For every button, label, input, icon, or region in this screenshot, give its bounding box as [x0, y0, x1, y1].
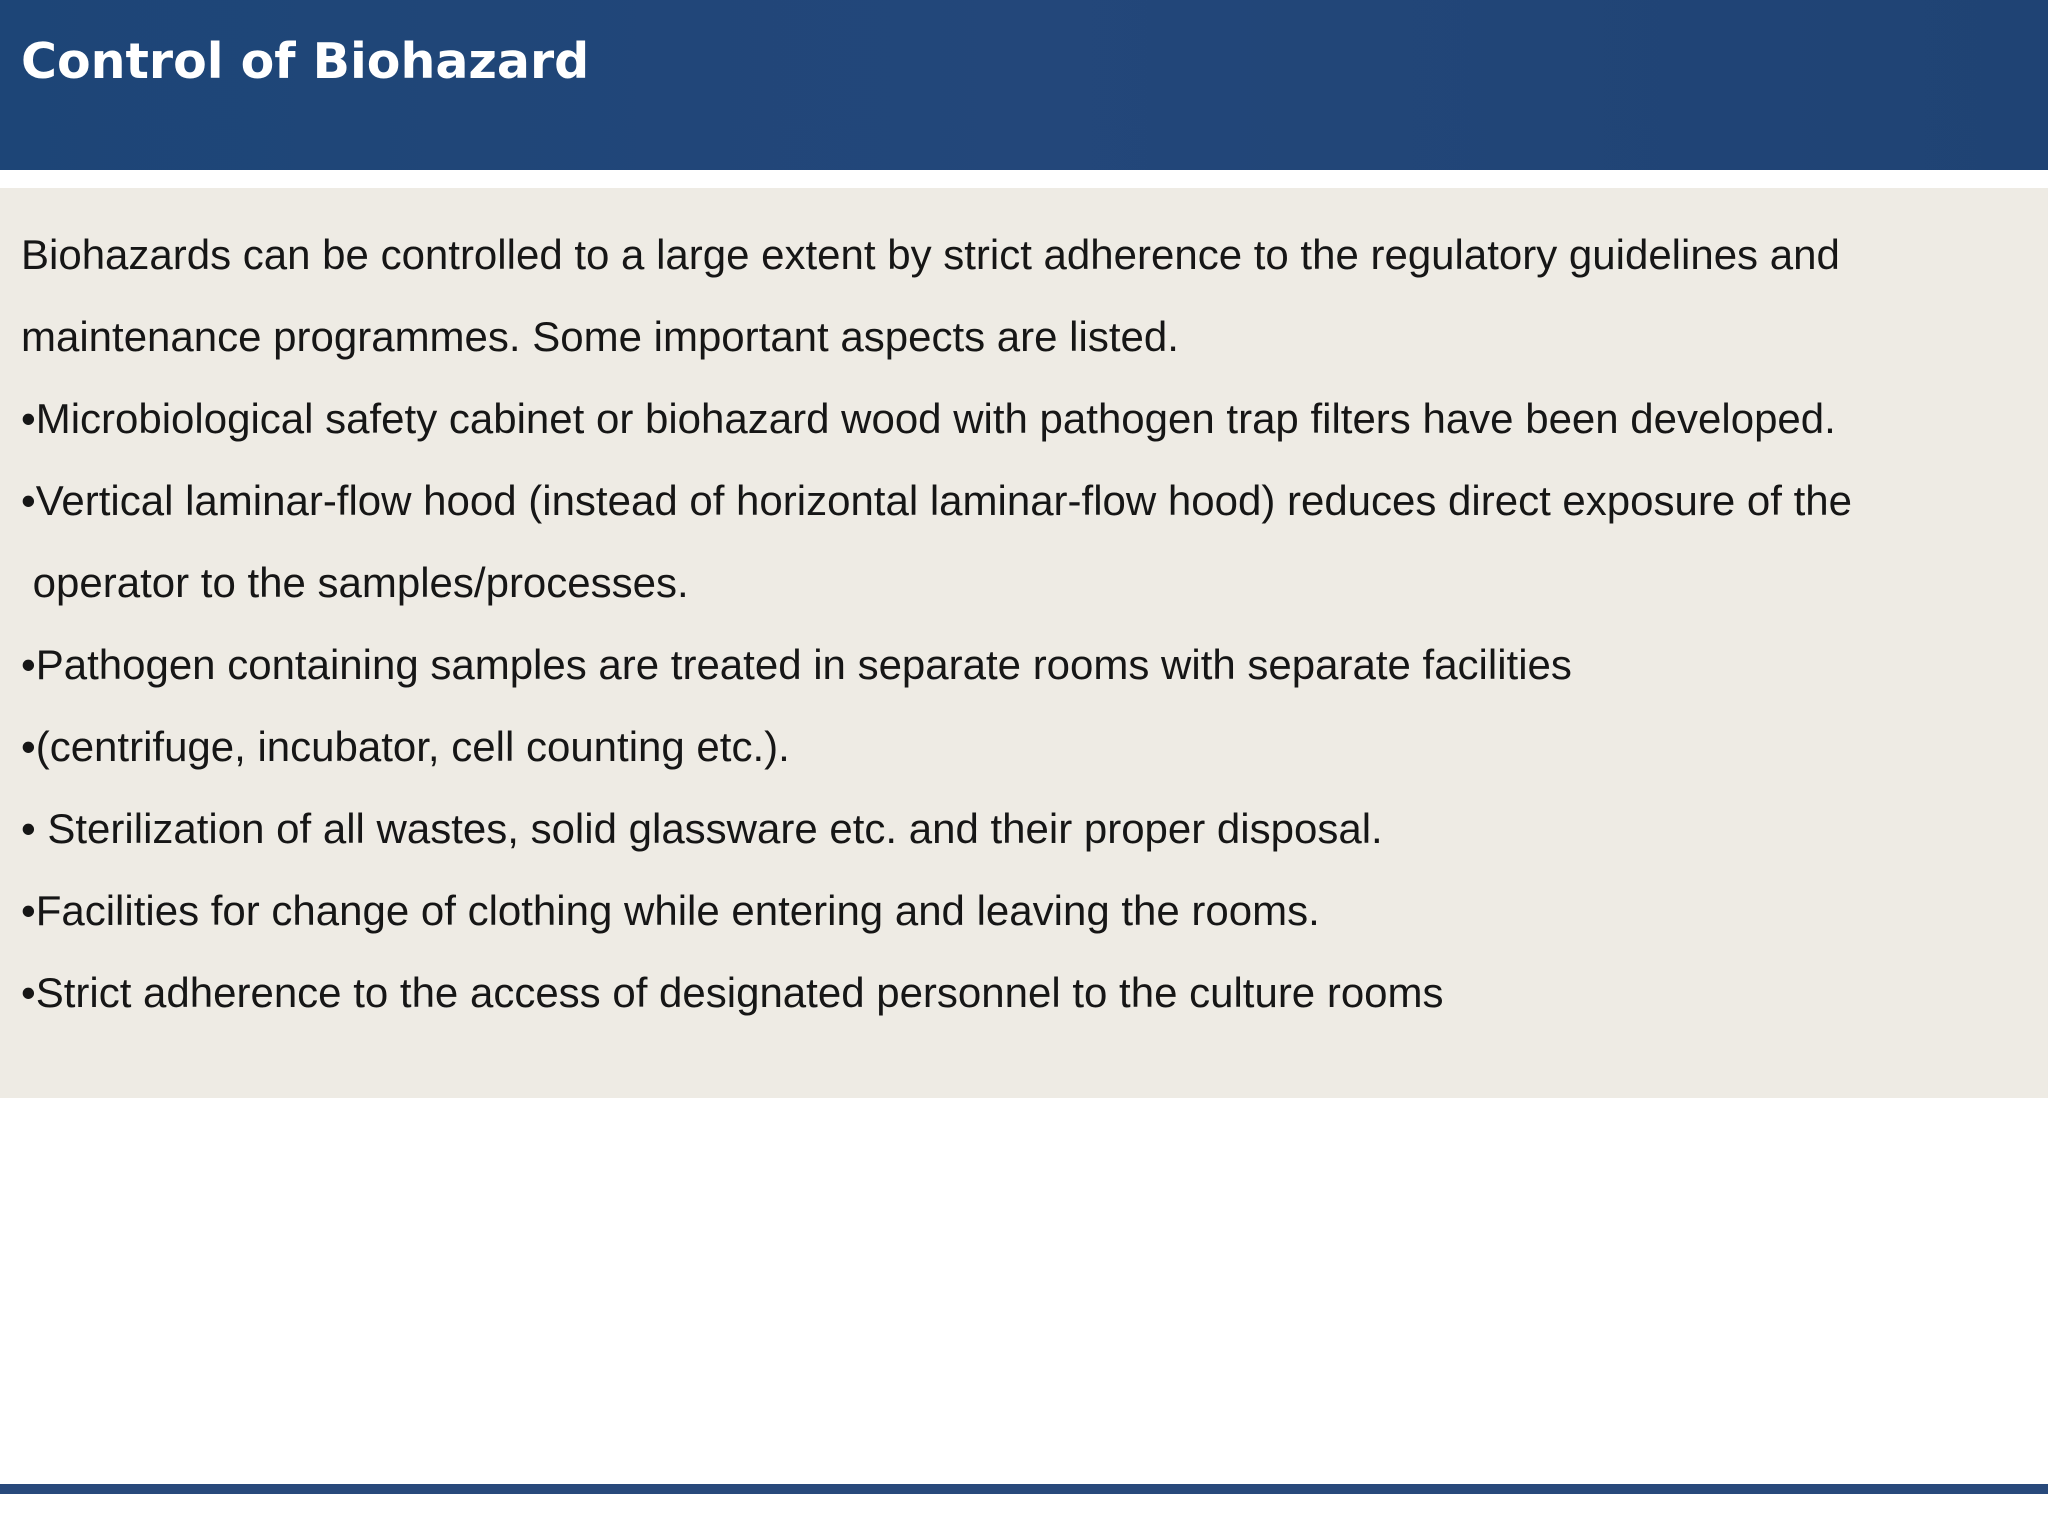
bullet-item: •(centrifuge, incubator, cell counting etc.). [21, 723, 790, 770]
bullet-item: •Vertical laminar-flow hood (instead of horizontal laminar-flow hood) reduces direct exposure of the [21, 477, 1852, 524]
text-line: maintenance programmes. Some important aspects are listed. [21, 313, 1179, 360]
bullet-item: •Microbiological safety cabinet or biohazard wood with pathogen trap filters have been developed. [21, 395, 1836, 442]
slide-title: Control of Biohazard [21, 33, 590, 90]
title-bar [0, 0, 2048, 170]
text-line: Biohazards can be controlled to a large extent by strict adherence to the regulatory guidelines and [21, 231, 1840, 278]
content-lines [21, 214, 1852, 1034]
bullet-item: •Facilities for change of clothing while entering and leaving the rooms. [21, 887, 1320, 934]
bullet-item: •Strict adherence to the access of designated personnel to the culture rooms [21, 969, 1444, 1016]
bullet-continuation: operator to the samples/processes. [21, 559, 689, 606]
content-box [0, 188, 2048, 1098]
bullet-item: •Pathogen containing samples are treated in separate rooms with separate facilities [21, 641, 1572, 688]
bullet-item: • Sterilization of all wastes, solid glassware etc. and their proper disposal. [21, 805, 1383, 852]
bottom-rule [0, 1484, 2048, 1494]
